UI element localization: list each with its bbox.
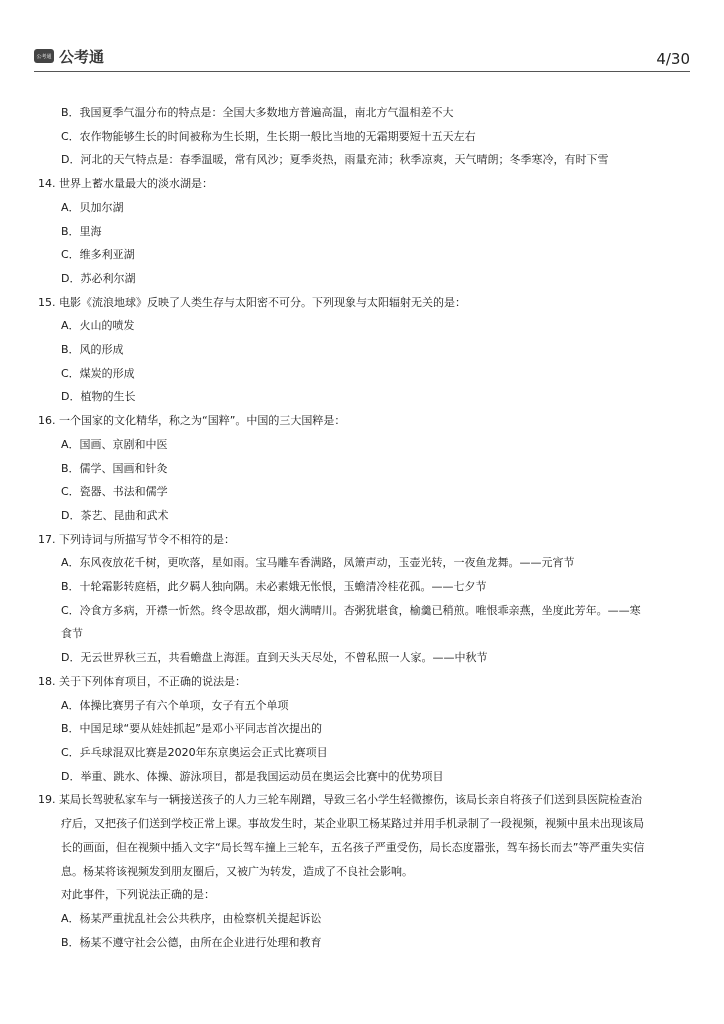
option-line: C．煤炭的形成 (61, 366, 135, 380)
question-line: 16. 一个国家的文化精华，称之为“国粹”。中国的三大国粹是： (38, 414, 346, 428)
logo-text: 公考通 (59, 48, 105, 66)
question-line: 15. 电影《流浪地球》反映了人类生存与太阳密不可分。下列现象与太阳辐射无关的是： (38, 295, 466, 309)
option-line: C．乒乓球混双比赛是2020年东京奥运会正式比赛项目 (61, 745, 328, 759)
option-line: C．维多利亚湖 (61, 248, 135, 262)
continuation-line: 息。杨某将该视频发到朋友圈后，又被广为转发，造成了不良社会影响。 (61, 864, 413, 878)
header-divider (34, 71, 690, 72)
logo-badge-text: 公考通 (36, 53, 52, 60)
option-line: C．农作物能够生长的时间被称为生长期，生长期一般比当地的无霜期要短十五天左右 (61, 129, 476, 143)
document-body (38, 101, 690, 954)
option-line: D．植物的生长 (61, 390, 136, 404)
option-line: D．无云世界秋三五，共看蟾盘上海涯。直到天头天尽处，不曾私照一人家。——中秋节 (61, 651, 488, 665)
option-line: C．瓷器、书法和儒学 (61, 485, 168, 499)
option-line: A．杨某严重扰乱社会公共秩序，由检察机关提起诉讼 (61, 911, 322, 925)
logo-icon (34, 49, 54, 63)
option-line: A．火山的喷发 (61, 319, 135, 333)
option-line: A．体操比赛男子有六个单项，女子有五个单项 (61, 698, 289, 712)
option-line: A．东风夜放花千树，更吹落，星如雨。宝马雕车香满路，凤箫声动，玉壶光转，一夜鱼龙舞。——元宵节 (61, 556, 575, 570)
page-number: 4/30 (656, 50, 690, 68)
continuation-line: 食节 (61, 627, 83, 641)
option-line: B．儒学、国画和针灸 (61, 461, 168, 475)
option-line: B．十轮霜影转庭梧，此夕羁人独向隅。未必素娥无怅恨，玉蟾清冷桂花孤。——七夕节 (61, 580, 487, 594)
continuation-line: 长的画面，但在视频中插入文字“局长驾车撞上三轮车，五名孩子严重受伤，局长态度嚣张，驾车扬长而去”等严重失实信 (61, 840, 645, 854)
option-line: D．茶艺、昆曲和武术 (61, 508, 169, 522)
option-line: B．里海 (61, 224, 102, 238)
page-header (34, 44, 690, 70)
option-line: C．冷食方多病，开襟一忻然。终令思故郡，烟火满晴川。杏粥犹堪食，榆羹已稍煎。唯恨乖亲燕，坐度此芳年。——寒 (61, 603, 641, 617)
question-line: 18. 关于下列体育项目，不正确的说法是： (38, 674, 246, 688)
option-line: A．国画、京剧和中医 (61, 437, 168, 451)
continuation-line: 疗后，又把孩子们送到学校正常上课。事故发生时，某企业职工杨某路过并用手机录制了一段视频，视频中虽未出现该局 (61, 817, 644, 831)
option-line: D．河北的天气特点是：春季温暖，常有风沙；夏季炎热，雨量充沛；秋季凉爽，天气晴朗；冬季寒冷，有时下雪 (61, 153, 609, 167)
option-line: D．举重、跳水、体操、游泳项目，都是我国运动员在奥运会比赛中的优势项目 (61, 769, 444, 783)
option-line: B．杨某不遵守社会公德，由所在企业进行处理和教育 (61, 935, 322, 949)
question-line: 14. 世界上蓄水量最大的淡水湖是： (38, 177, 213, 191)
question-line: 17. 下列诗词与所描写节令不相符的是： (38, 532, 235, 546)
option-line: B．风的形成 (61, 343, 124, 357)
option-line: B．我国夏季气温分布的特点是：全国大多数地方普遍高温，南北方气温相差不大 (61, 106, 454, 119)
continuation-line: 对此事件，下列说法正确的是： (61, 888, 215, 902)
option-line: B．中国足球“要从娃娃抓起”是邓小平同志首次提出的 (61, 722, 322, 736)
option-line: D．苏必利尔湖 (61, 271, 136, 285)
question-line: 19. 某局长驾驶私家车与一辆接送孩子的人力三轮车剐蹭，导致三名小学生轻微擦伤，该局长亲自将孩子们送到县医院检查治 (38, 793, 642, 807)
option-line: A．贝加尔湖 (61, 200, 124, 214)
